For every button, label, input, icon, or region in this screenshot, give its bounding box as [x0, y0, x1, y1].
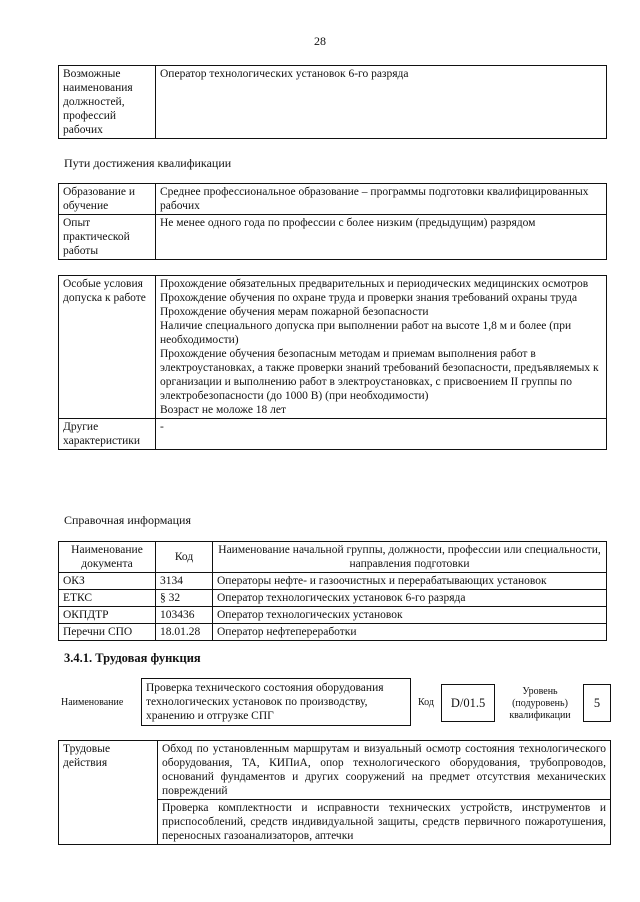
condition-item: Прохождение обучения безопасным методам и приемам выполнения работ в электроустановках, а также проверки знаний требований безопасности, предъявляемых к организации и выполнению работ в электроустановках, с присвоением II группы по электробезопасности (до 1000 В) (при необходимости) [160, 348, 599, 402]
other-value: - [156, 419, 607, 450]
action-item: Проверка комплектности и исправности технических устройств, инструментов и приспособлений, средств индивидуальной защиты, средств первичного пожаротушения, переносных газоанализаторов, аптечки [158, 800, 611, 845]
paths-heading: Пути достижения квалификации [64, 156, 232, 170]
reference-code: 3134 [156, 573, 213, 590]
table-row [59, 419, 607, 450]
conditions-table [58, 275, 607, 450]
function-code-value: D/01.5 [441, 684, 495, 722]
reference-header-name: Наименование начальной группы, должности, профессии или специальности, направления подготовки [213, 542, 607, 573]
function-level-label: Уровень (подуровень) квалификации [509, 686, 571, 721]
positions-label: Возможные наименования должностей, профессий рабочих [59, 66, 156, 139]
reference-table [58, 541, 607, 641]
table-row [59, 542, 607, 573]
table-row [59, 573, 607, 590]
action-item: Обход по установленным маршрутам и визуальный осмотр состояния технологического оборудования, ТА, КИПиА, опор технологического оборудования, трубопроводов, оснований фундаментов и других сооружений на предмет отсутствия механических повреждений [158, 741, 611, 800]
experience-value: Не менее одного года по профессии с более низким (предыдущим) разрядом [156, 215, 607, 260]
actions-label: Трудовые действия [59, 741, 158, 845]
table-row [59, 590, 607, 607]
conditions-list [156, 276, 607, 419]
reference-code: § 32 [156, 590, 213, 607]
table-row [59, 624, 607, 641]
education-value: Среднее профессиональное образование – программы подготовки квалифицированных рабочих [156, 184, 607, 215]
condition-item: Прохождение обучения мерам пожарной безопасности [160, 306, 429, 318]
positions-value: Оператор технологических установок 6-го разряда [156, 66, 607, 139]
reference-name: Оператор нефтепереработки [213, 624, 607, 641]
reference-code: 103436 [156, 607, 213, 624]
reference-name: Операторы нефте- и газоочистных и перерабатывающих установок [213, 573, 607, 590]
reference-header-code: Код [156, 542, 213, 573]
condition-item: Возраст не моложе 18 лет [160, 404, 287, 416]
condition-item: Прохождение обучения по охране труда и проверки знания требований охраны труда [160, 292, 578, 304]
function-name-label: Наименование [61, 697, 124, 708]
table-row [59, 184, 607, 215]
function-name-value: Проверка технического состояния оборудования технологических установок по производству, хранению и отгрузке СПГ [141, 678, 411, 726]
table-row [59, 607, 607, 624]
function-heading: 3.4.1. Трудовая функция [64, 651, 201, 665]
reference-name: Оператор технологических установок [213, 607, 607, 624]
education-label: Образование и обучение [59, 184, 156, 215]
positions-table [58, 65, 607, 139]
condition-item: Прохождение обязательных предварительных и периодических медицинских осмотров [160, 278, 589, 290]
condition-item: Наличие специального допуска при выполнении работ на высоте 1,8 м и более (при необходимости) [160, 320, 572, 346]
reference-doc: ОКЗ [59, 573, 156, 590]
other-label: Другие характеристики [59, 419, 156, 450]
page-number: 28 [314, 34, 326, 48]
function-code-label: Код [418, 697, 434, 708]
conditions-label: Особые условия допуска к работе [59, 276, 156, 419]
reference-doc: ЕТКС [59, 590, 156, 607]
reference-doc: Перечни СПО [59, 624, 156, 641]
function-level-value: 5 [583, 684, 611, 722]
reference-name: Оператор технологических установок 6-го разряда [213, 590, 607, 607]
education-table [58, 183, 607, 260]
actions-table [58, 740, 611, 845]
table-row [59, 276, 607, 419]
reference-code: 18.01.28 [156, 624, 213, 641]
table-row [59, 215, 607, 260]
reference-doc: ОКПДТР [59, 607, 156, 624]
reference-header-doc: Наименование документа [59, 542, 156, 573]
table-row [59, 66, 607, 139]
experience-label: Опыт практической работы [59, 215, 156, 260]
reference-heading: Справочная информация [64, 513, 191, 527]
table-row [59, 741, 611, 800]
